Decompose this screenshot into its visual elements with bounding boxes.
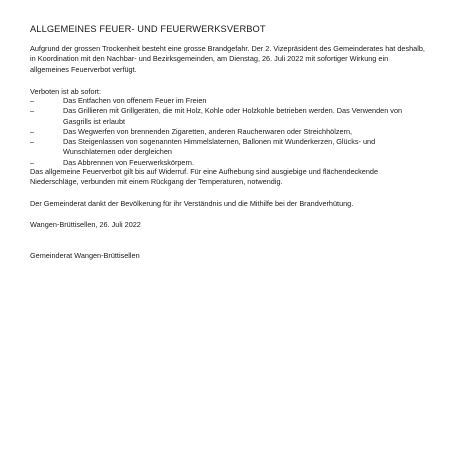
list-dash: – xyxy=(30,96,35,105)
prohibitions-list xyxy=(30,96,425,168)
validity-paragraph: Das allgemeine Feuerverbot gilt bis auf Widerruf. Für eine Aufhebung sind ausgiebige und flächendeckende Niederschläge, verbunden mit einem Rückgang der Temperaturen, notwendig. xyxy=(30,167,379,187)
list-dash: – xyxy=(30,106,35,116)
list-dash: – xyxy=(30,126,35,136)
prohibitions-heading: Verboten ist ab sofort: xyxy=(30,87,101,96)
intro-paragraph: Aufgrund der grossen Trockenheit besteht eine grosse Brandgefahr. Der 2. Vizepräsident des Gemeinderates hat deshalb, in Koordination mit den Nachbar- und Bezirksgemeinden, am Dienstag, 26. Juli 2022 mit sofortiger Wirkung ein allgemeines Feuerverbot verfügt. xyxy=(30,44,425,74)
place-date: Wangen-Brüttisellen, 26. Juli 2022 xyxy=(30,220,141,229)
list-item-text: Das Steigenlassen von sogenannten Himmelslaternen, Ballonen mit Wunderkerzen, Glücks- und Wunschlaternen oder dergleichen xyxy=(63,137,376,157)
list-item-text: Das Abbrennen von Feuerwerkskörpern. xyxy=(63,157,195,167)
list-item-text: Das Wegwerfen von brennenden Zigaretten, anderen Raucherwaren oder Streichhölzern, xyxy=(63,126,353,136)
list-item-text: Das Grillieren mit Grillgeräten, die mit Holz, Kohle oder Holzkohle betrieben werden. Das Verwenden von Gasgrills ist erlaubt xyxy=(63,106,403,126)
list-item xyxy=(30,106,425,127)
list-dash: – xyxy=(30,137,35,147)
list-item-text: Das Entfachen von offenem Feuer im Freien xyxy=(63,96,207,105)
signature: Gemeinderat Wangen-Brüttisellen xyxy=(30,251,140,260)
list-item xyxy=(30,96,425,106)
list-item xyxy=(30,127,425,137)
list-dash: – xyxy=(30,157,35,167)
list-item xyxy=(30,137,425,158)
document-title: ALLGEMEINES FEUER- UND FEUERWERKSVERBOT xyxy=(30,24,266,34)
thanks-paragraph: Der Gemeinderat dankt der Bevölkerung für ihr Verständnis und die Mithilfe bei der Brandverhütung. xyxy=(30,199,354,208)
